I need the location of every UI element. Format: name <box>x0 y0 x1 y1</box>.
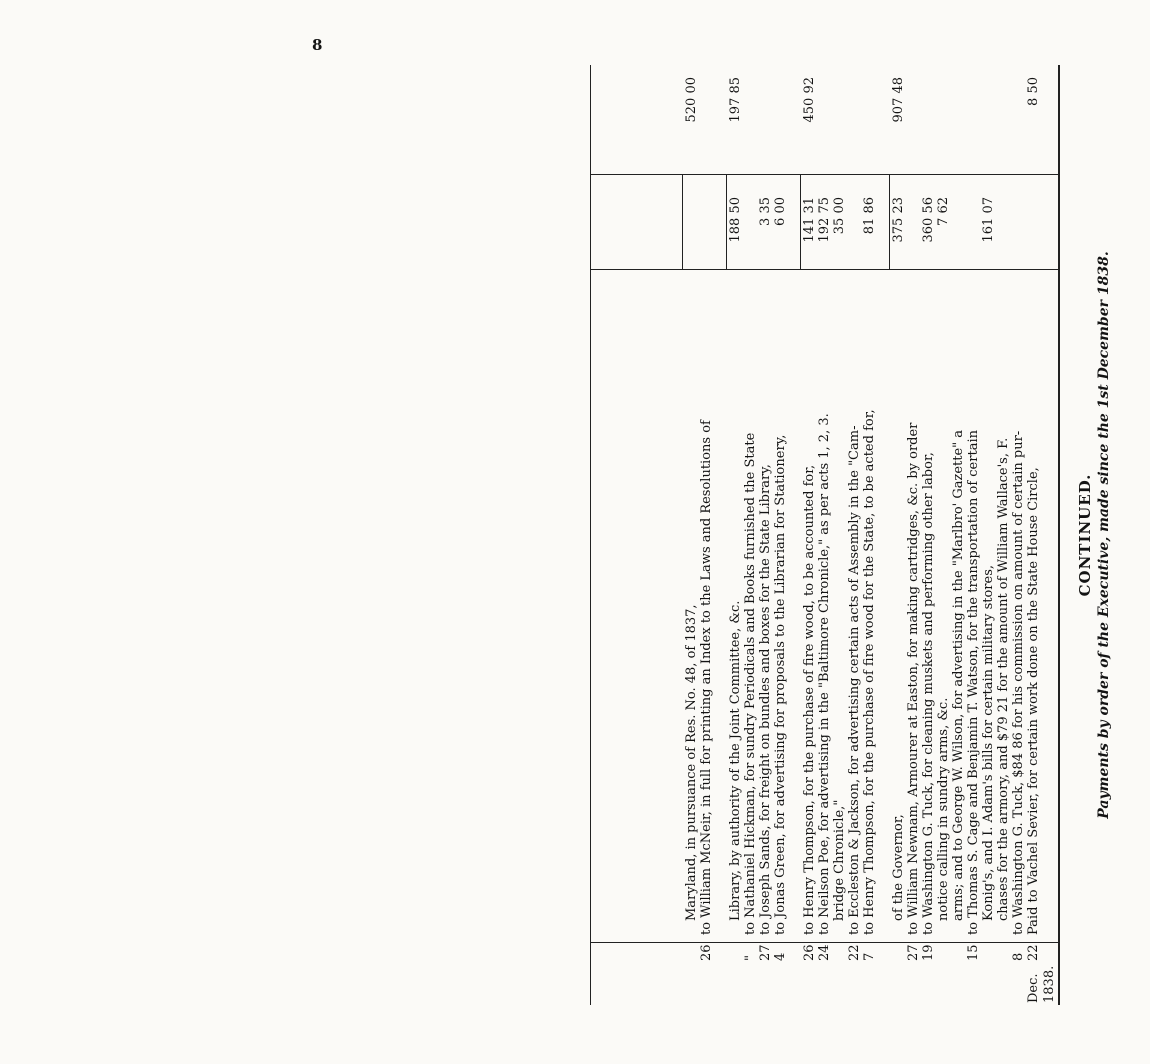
entry-amount: 141 31 <box>802 197 817 243</box>
entry-text: Paid to Vachel Sevier, for certain work done on the State House Circle, <box>1026 467 1041 935</box>
group-total-amount: 520 00 <box>684 77 699 123</box>
amount-column-rule-1 <box>590 269 1058 270</box>
entry-text: to Henry Thompson, for the purchase of fire wood, to be accounted for, <box>802 464 817 935</box>
entry-text: to Thomas S. Cage and Benjamin T. Watson, for the transportation of certain <box>966 430 981 935</box>
group-total-amount: 907 48 <box>891 77 906 123</box>
top-rule <box>1058 65 1060 1005</box>
month-label: Dec. <box>1026 973 1041 1003</box>
entry-amount: 3 35 <box>758 197 773 226</box>
entry-amount: 192 75 <box>817 197 832 243</box>
entry-amount: 81 86 <box>862 197 877 235</box>
entry-text: of the Governor, <box>891 814 906 921</box>
entry-day: 24 <box>817 944 832 961</box>
entry-amount: 7 62 <box>936 197 951 226</box>
date-column-rule <box>590 942 1058 943</box>
top-outer-amount: 8 50 <box>1026 77 1041 106</box>
entry-amount: 375 23 <box>891 197 906 243</box>
entry-day: 22 <box>847 944 862 961</box>
entry-text: notice calling in sundry arms, &c. <box>936 697 951 921</box>
group-divider <box>682 175 683 270</box>
page-subtitle: Payments by order of the Executive, made since the 1st December 1838. <box>1096 251 1112 819</box>
entry-amount: 35 00 <box>832 197 847 235</box>
entry-amount: 360 56 <box>921 197 936 243</box>
year-label: 1838. <box>1042 965 1057 1003</box>
group-total-amount: 450 92 <box>802 77 817 123</box>
entry-text: bridge Chronicle," <box>832 799 847 921</box>
entry-text: Konig's, and I. Adam's bills for certain military stores, <box>981 564 996 921</box>
entry-text: to Neilson Poe, for advertising in the "Baltimore Chronicle," as per acts 1, 2, 3. <box>817 413 832 935</box>
entry-text: to William Newnam, Armourer at Easton, for making cartridges, &c. by order <box>906 422 921 935</box>
entry-day: 27 <box>758 944 773 961</box>
entry-text: to Eccleston & Jackson, for advertising certain acts of Assembly in the "Cam- <box>847 425 862 935</box>
group-divider <box>889 175 890 270</box>
entry-day: 26 <box>699 944 714 961</box>
entry-text: to Nathaniel Hickman, for sundry Periodicals and Books furnished the State <box>743 432 758 935</box>
entry-text: to Joseph Sands, for freight on bundles and boxes for the State Library, <box>758 464 773 935</box>
group-divider <box>726 175 727 270</box>
bottom-rule <box>590 65 591 1005</box>
rotated-page <box>590 65 1150 1005</box>
entry-day: 8 <box>1011 952 1026 961</box>
amount-column-rule-2 <box>590 174 1058 175</box>
page-number: 8 <box>312 36 323 54</box>
entry-day: 26 <box>802 944 817 961</box>
entry-amount: 6 00 <box>773 197 788 226</box>
entry-day: 27 <box>906 944 921 961</box>
entry-text: arms; and to George W. Wilson, for advertising in the "Marlbro' Gazette" a <box>951 429 966 921</box>
group-divider <box>800 175 801 270</box>
entry-amount: 188 50 <box>728 197 743 243</box>
entry-text: Maryland, in pursuance of Res. No. 48, of 1837, <box>684 604 699 921</box>
entry-text: Library, by authority of the Joint Committee, &c. <box>728 600 743 921</box>
entry-text: to Washington G. Tuck, $84 86 for his commission on amount of certain pur- <box>1011 430 1026 935</box>
entry-text: to Henry Thompson, for the purchase of fire wood for the State, to be acted for, <box>862 409 877 935</box>
entry-text: to William McNeir, in full for printing an Index to the Laws and Resolutions of <box>699 420 714 935</box>
entry-day: 15 <box>966 944 981 961</box>
entry-day: 4 <box>773 952 788 961</box>
group-total-amount: 197 85 <box>728 77 743 123</box>
page-title: CONTINUED. <box>1076 473 1094 597</box>
entry-day: 22 <box>1026 944 1041 961</box>
entry-text: chases for the armory, and $79 21 for the amount of William Wallace's, F. <box>996 437 1011 921</box>
entry-amount: 161 07 <box>981 197 996 243</box>
entry-text: to Jonas Green, for advertising for proposals to the Librarian for Stationery, <box>773 434 788 935</box>
entry-day: 19 <box>921 944 936 961</box>
entry-day: 7 <box>862 952 877 961</box>
entry-text: to Washington G. Tuck, for cleaning muskets and performing other labor, <box>921 452 936 935</box>
entry-day: " <box>743 955 758 961</box>
